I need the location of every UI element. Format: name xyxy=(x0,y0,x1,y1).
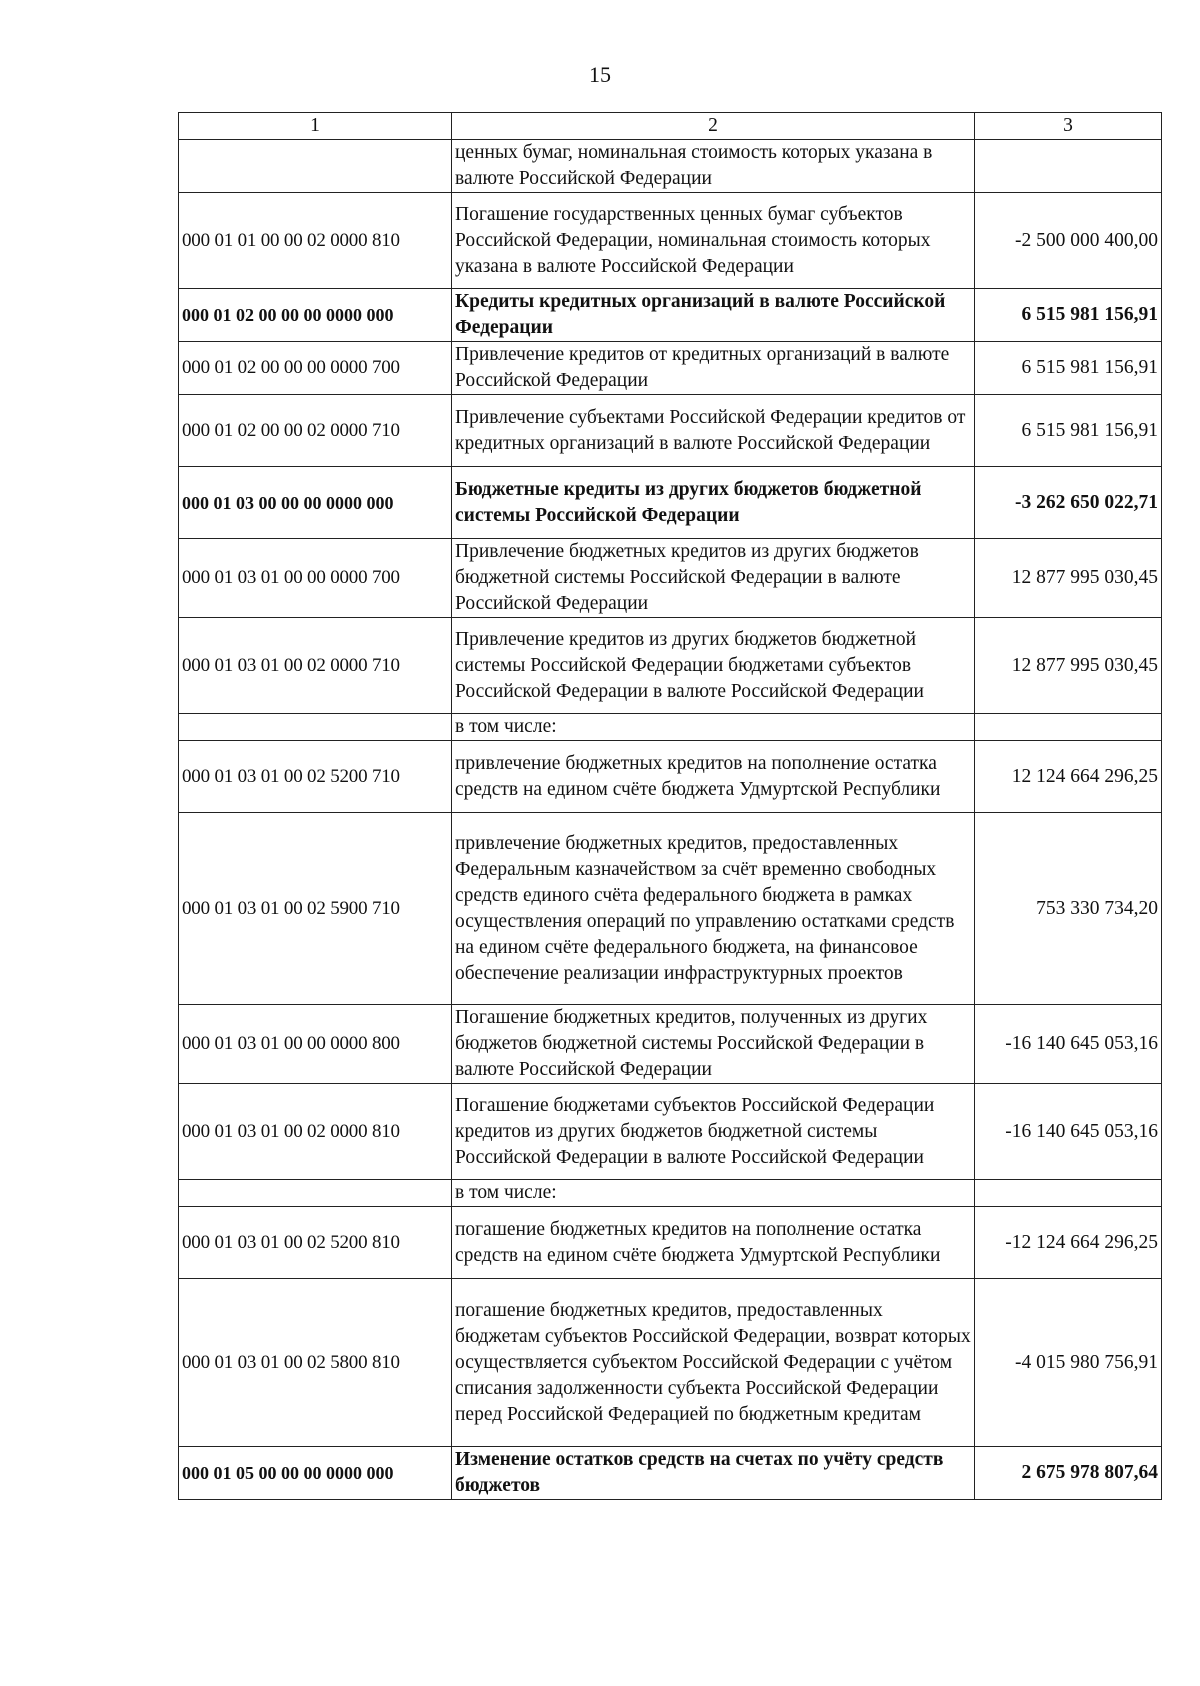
row-name-cell: привлечение бюджетных кредитов, предоставленных Федеральным казначейством за счёт временно свободных средств единого счёта федерального бюджета в рамках осуществления операций по управлению остатками средств на едином счёте федерального бюджета, на финансовое обеспечение реализации инфраструктурных проектов xyxy=(452,813,975,1005)
row-amount-cell: 12 877 995 030,45 xyxy=(975,618,1162,714)
row-code-cell: 000 01 03 01 00 00 0000 700 xyxy=(179,539,452,618)
row-amount-cell: -16 140 645 053,16 xyxy=(975,1005,1162,1084)
row-name-cell: Привлечение субъектами Российской Федерации кредитов от кредитных организаций в валюте Российской Федерации xyxy=(452,395,975,467)
row-amount-cell: 12 877 995 030,45 xyxy=(975,539,1162,618)
table-body xyxy=(179,140,1162,1500)
row-name-cell: Погашение бюджетами субъектов Российской Федерации кредитов из других бюджетов бюджетной системы Российской Федерации в валюте Российской Федерации xyxy=(452,1084,975,1180)
table-row xyxy=(179,1180,1162,1207)
row-amount-cell: -16 140 645 053,16 xyxy=(975,1084,1162,1180)
row-name-cell: Бюджетные кредиты из других бюджетов бюджетной системы Российской Федерации xyxy=(452,467,975,539)
row-name-cell: погашение бюджетных кредитов на пополнение остатка средств на едином счёте бюджета Удмуртской Республики xyxy=(452,1207,975,1279)
row-amount-cell: -2 500 000 400,00 xyxy=(975,193,1162,289)
row-amount-cell: 12 124 664 296,25 xyxy=(975,741,1162,813)
row-name-cell: Привлечение кредитов из других бюджетов бюджетной системы Российской Федерации бюджетами субъектов Российской Федерации в валюте Российской Федерации xyxy=(452,618,975,714)
row-name-cell: погашение бюджетных кредитов, предоставленных бюджетам субъектов Российской Федерации, возврат которых осуществляется субъектом Российской Федерации с учётом списания задолженности субъекта Российской Федерации перед Российской Федерацией по бюджетным кредитам xyxy=(452,1279,975,1447)
row-code-cell: 000 01 03 01 00 02 5200 810 xyxy=(179,1207,452,1279)
row-name-cell: в том числе: xyxy=(452,1180,975,1207)
row-amount-cell: -4 015 980 756,91 xyxy=(975,1279,1162,1447)
row-amount-cell: 6 515 981 156,91 xyxy=(975,289,1162,342)
row-name-cell: ценных бумаг, номинальная стоимость которых указана в валюте Российской Федерации xyxy=(452,140,975,193)
row-name-cell: в том числе: xyxy=(452,714,975,741)
row-code-cell xyxy=(179,714,452,741)
table-row xyxy=(179,1207,1162,1279)
table-row xyxy=(179,618,1162,714)
row-amount-cell: -3 262 650 022,71 xyxy=(975,467,1162,539)
row-code-cell: 000 01 05 00 00 00 0000 000 xyxy=(179,1447,452,1500)
row-code-cell: 000 01 03 01 00 02 0000 810 xyxy=(179,1084,452,1180)
table-row xyxy=(179,1005,1162,1084)
table-row xyxy=(179,741,1162,813)
table-row xyxy=(179,1447,1162,1500)
row-name-cell: Изменение остатков средств на счетах по учёту средств бюджетов xyxy=(452,1447,975,1500)
table-row xyxy=(179,467,1162,539)
table-row xyxy=(179,1084,1162,1180)
row-code-cell: 000 01 03 01 00 02 5800 810 xyxy=(179,1279,452,1447)
table-row xyxy=(179,289,1162,342)
row-amount-cell: 2 675 978 807,64 xyxy=(975,1447,1162,1500)
row-code-cell: 000 01 01 00 00 02 0000 810 xyxy=(179,193,452,289)
row-code-cell: 000 01 02 00 00 00 0000 700 xyxy=(179,342,452,395)
row-name-cell: Привлечение бюджетных кредитов из других бюджетов бюджетной системы Российской Федерации в валюте Российской Федерации xyxy=(452,539,975,618)
row-amount-cell: 753 330 734,20 xyxy=(975,813,1162,1005)
row-name-cell: Кредиты кредитных организаций в валюте Российской Федерации xyxy=(452,289,975,342)
table-row xyxy=(179,395,1162,467)
column-header-code: 1 xyxy=(179,113,452,140)
row-code-cell: 000 01 03 01 00 02 5200 710 xyxy=(179,741,452,813)
row-amount-cell: 6 515 981 156,91 xyxy=(975,395,1162,467)
row-amount-cell: -12 124 664 296,25 xyxy=(975,1207,1162,1279)
row-code-cell: 000 01 03 01 00 02 5900 710 xyxy=(179,813,452,1005)
row-amount-cell xyxy=(975,1180,1162,1207)
row-name-cell: Погашение государственных ценных бумаг субъектов Российской Федерации, номинальная стоимость которых указана в валюте Российской Федерации xyxy=(452,193,975,289)
table-row xyxy=(179,1279,1162,1447)
column-header-name: 2 xyxy=(452,113,975,140)
page-number: 15 xyxy=(589,62,611,87)
table-row xyxy=(179,813,1162,1005)
row-name-cell: Привлечение кредитов от кредитных организаций в валюте Российской Федерации xyxy=(452,342,975,395)
row-code-cell: 000 01 02 00 00 02 0000 710 xyxy=(179,395,452,467)
row-code-cell: 000 01 03 00 00 00 0000 000 xyxy=(179,467,452,539)
row-amount-cell xyxy=(975,714,1162,741)
row-code-cell xyxy=(179,1180,452,1207)
budget-sources-table xyxy=(178,112,1162,1500)
column-header-amount: 3 xyxy=(975,113,1162,140)
row-code-cell xyxy=(179,140,452,193)
table-header-row xyxy=(179,113,1162,140)
table-row xyxy=(179,140,1162,193)
table-row xyxy=(179,193,1162,289)
row-name-cell: Погашение бюджетных кредитов, полученных из других бюджетов бюджетной системы Российской Федерации в валюте Российской Федерации xyxy=(452,1005,975,1084)
row-code-cell: 000 01 03 01 00 00 0000 800 xyxy=(179,1005,452,1084)
row-code-cell: 000 01 03 01 00 02 0000 710 xyxy=(179,618,452,714)
table-row xyxy=(179,714,1162,741)
row-name-cell: привлечение бюджетных кредитов на пополнение остатка средств на едином счёте бюджета Удмуртской Республики xyxy=(452,741,975,813)
table-row xyxy=(179,539,1162,618)
table-row xyxy=(179,342,1162,395)
row-amount-cell: 6 515 981 156,91 xyxy=(975,342,1162,395)
row-amount-cell xyxy=(975,140,1162,193)
row-code-cell: 000 01 02 00 00 00 0000 000 xyxy=(179,289,452,342)
